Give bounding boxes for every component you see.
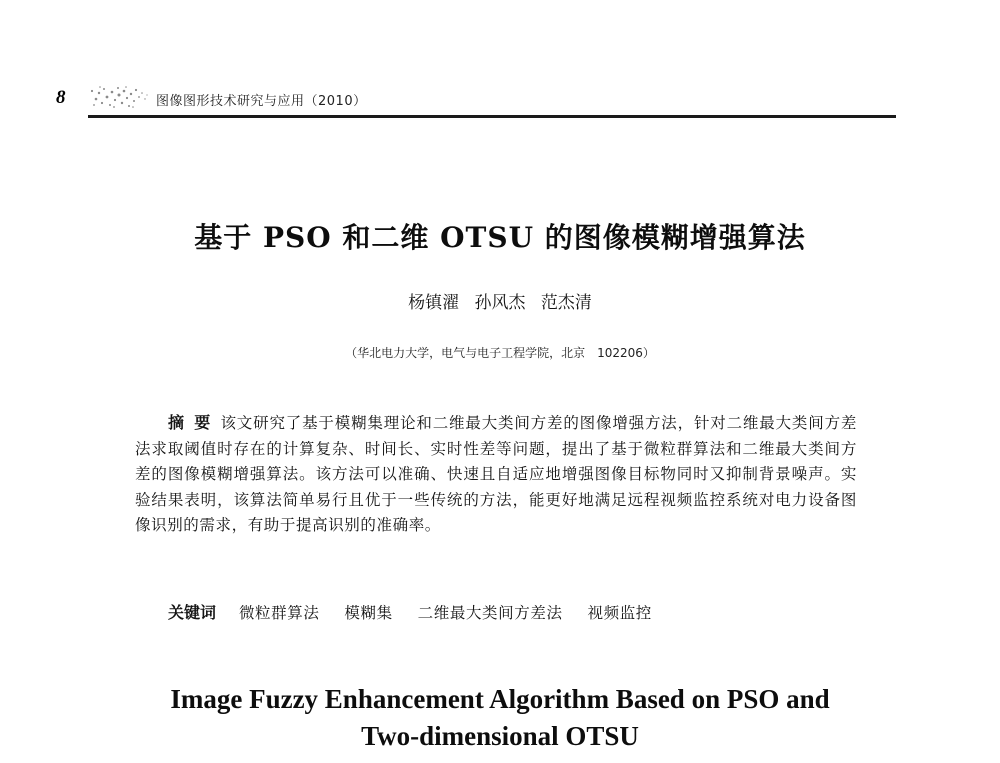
article-title-cn: 基于 PSO 和二维 OTSU 的图像模糊增强算法	[194, 221, 806, 254]
abstract-text: 该文研究了基于模糊集理论和二维最大类间方差的图像增强方法，针对二维最大类间方差法求取阈值时存在的计算复杂、时间长、实时性差等问题，提出了基于微粒群算法和二维最大类间方差的图像模糊增强算法。该方法可以准确、快速且自适应地增强图像目标物同时又抑制背景噪声。实验结果表明，该算法简单易行且优于一些传统的方法，能更好地满足远程视频监控系统对电力设备图像识别的需求，有助于提高识别的准确率。	[135, 414, 857, 534]
keyword: 微粒群算法	[238, 604, 320, 622]
keyword: 视频监控	[587, 604, 652, 622]
keywords-label: 关键词	[168, 603, 217, 622]
keywords	[168, 600, 868, 623]
header-ornament-icon	[88, 85, 150, 109]
running-header	[56, 84, 896, 116]
page-number: 8	[56, 87, 66, 108]
keyword: 二维最大类间方差法	[417, 604, 563, 622]
abstract	[135, 410, 857, 539]
author-name: 范杰清	[540, 293, 592, 313]
abstract-label: 摘要	[168, 413, 221, 432]
author-name: 杨镇濯	[408, 293, 460, 313]
header-rule	[88, 115, 896, 118]
affiliation: （华北电力大学，电气与电子工程学院，北京 102206）	[345, 346, 655, 360]
article-title-en	[0, 681, 1000, 755]
journal-name: 图像图形技术研究与应用（2010）	[156, 94, 367, 109]
author-name: 孙风杰	[474, 293, 526, 313]
article-title-en-line-2: Two-dimensional OTSU	[361, 721, 639, 751]
keyword: 模糊集	[344, 604, 393, 622]
article-title-en-line-1: Image Fuzzy Enhancement Algorithm Based on PSO and	[170, 684, 830, 714]
authors	[0, 288, 1000, 313]
